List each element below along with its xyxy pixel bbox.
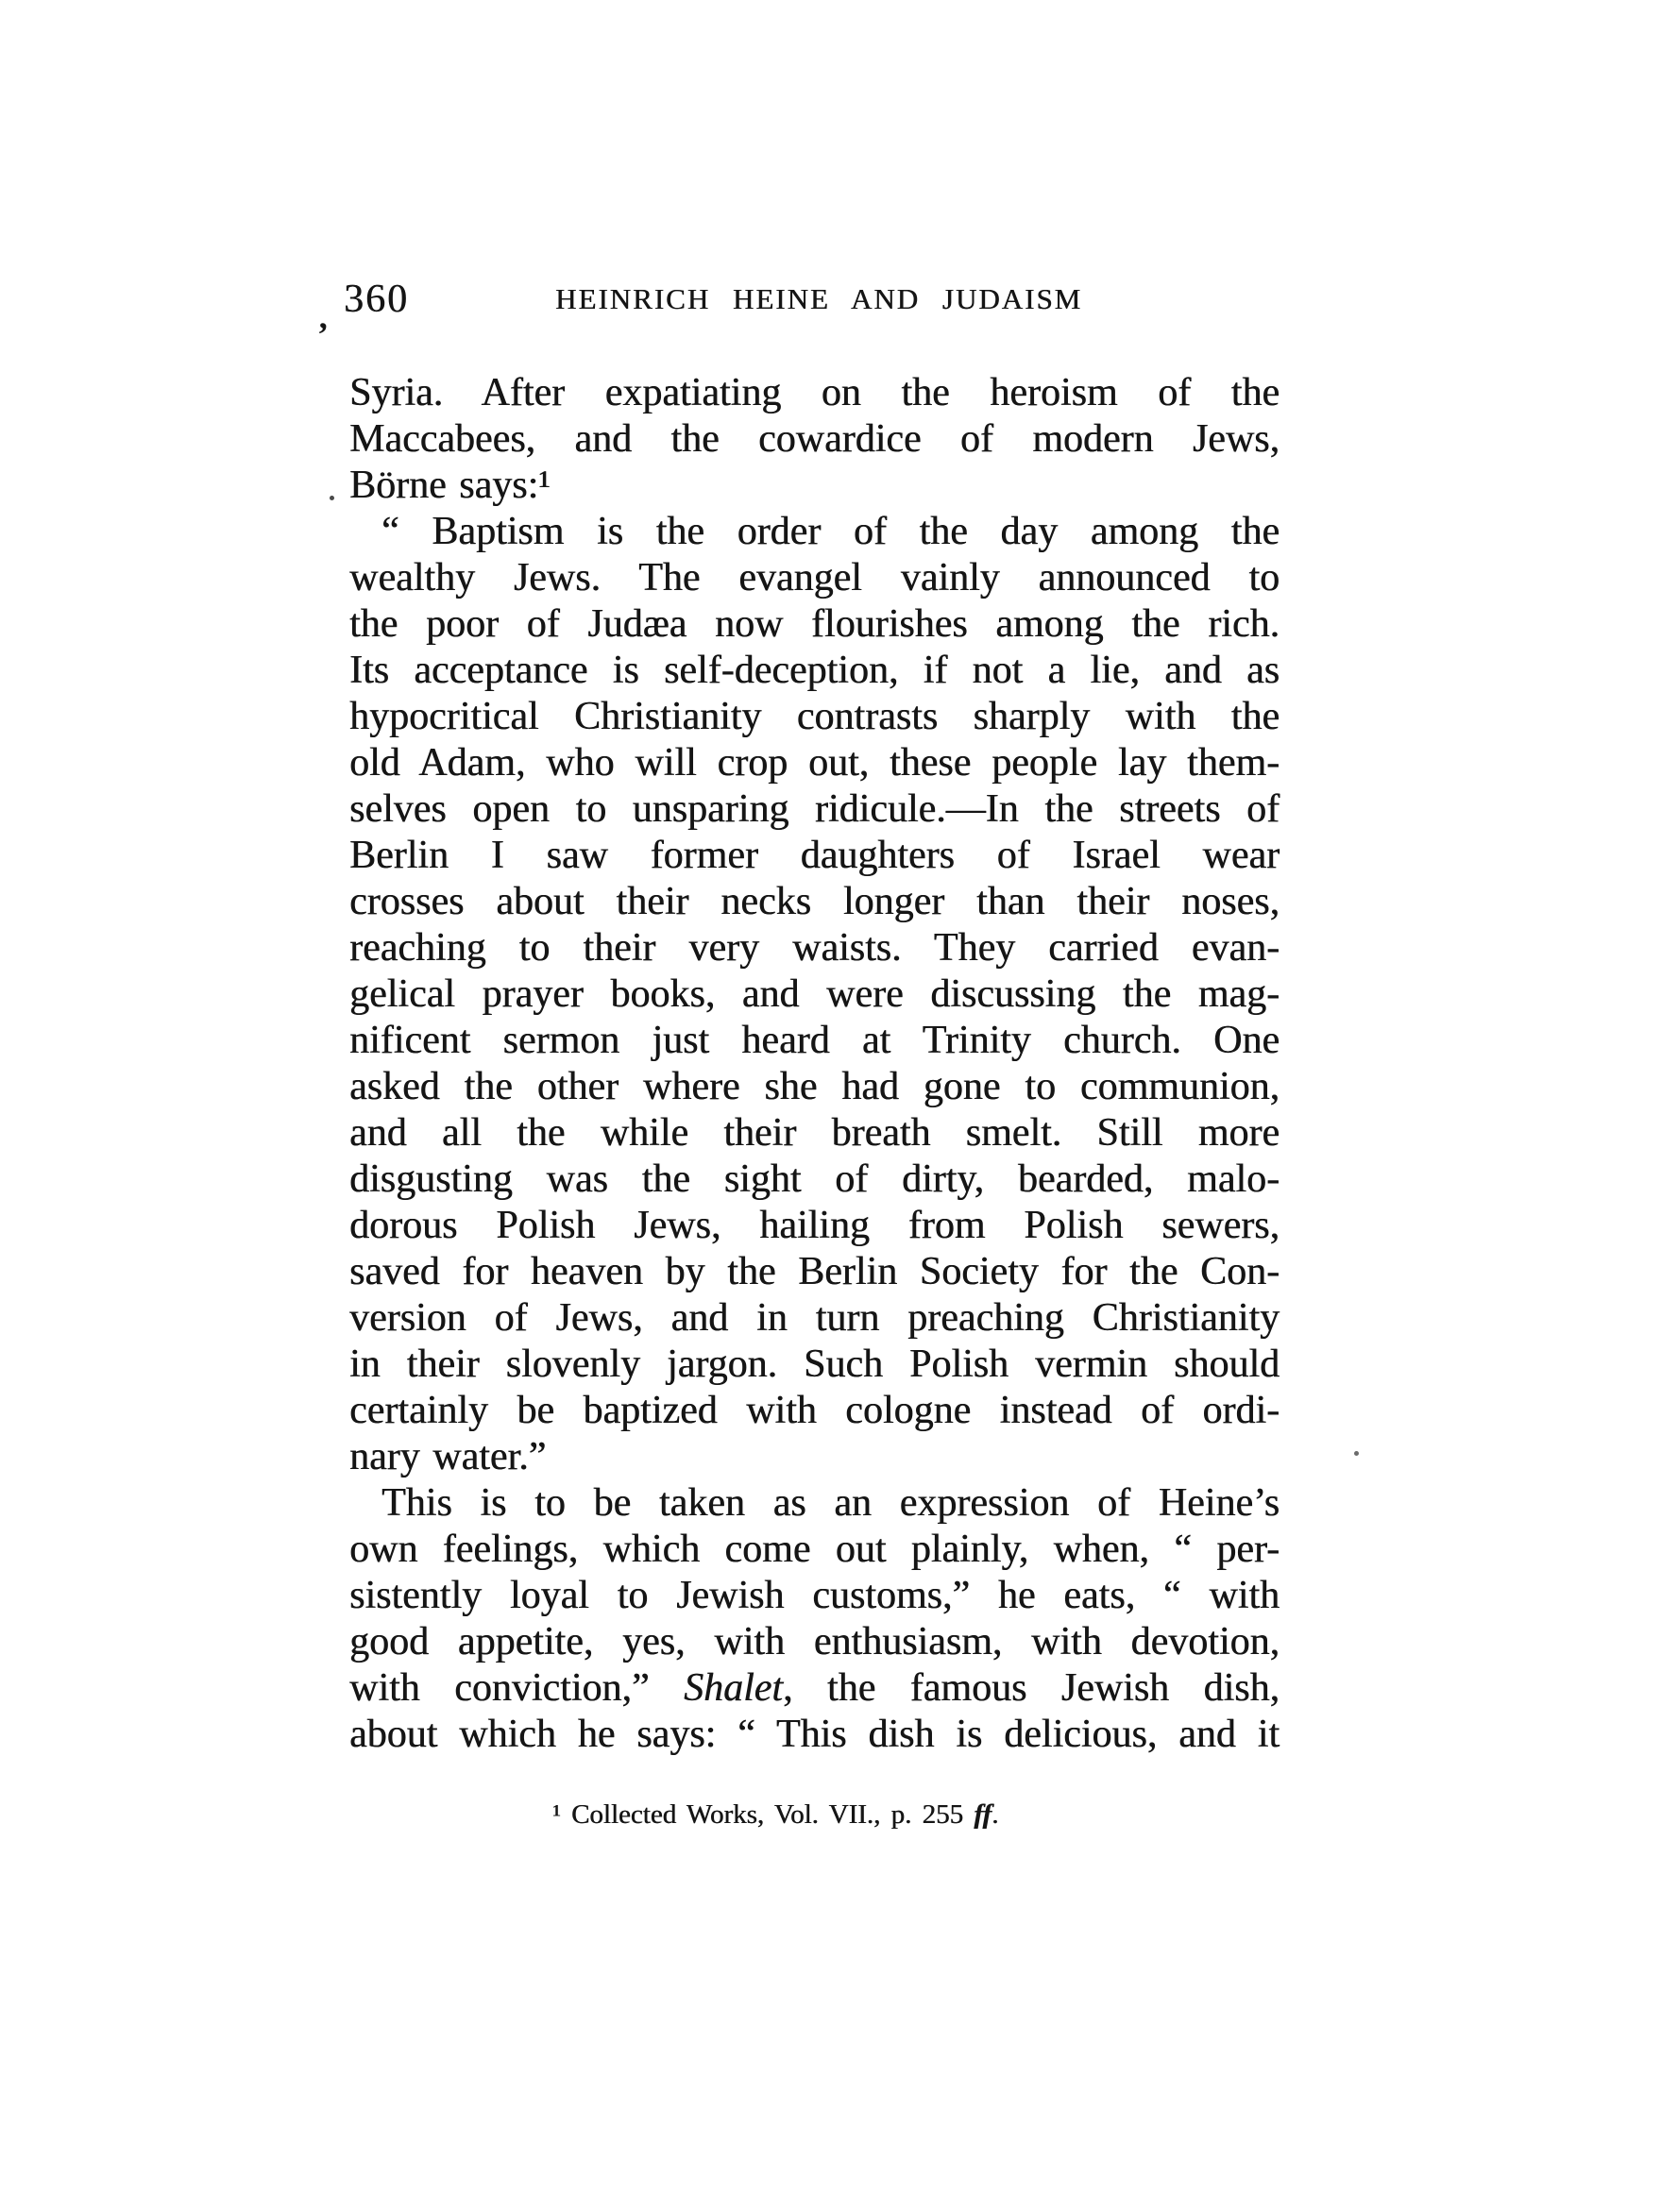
text-line: about which he says: “ This dish is delicious, and it xyxy=(349,1713,1280,1756)
text-line: the poor of Judæa now flourishes among the rich. xyxy=(349,602,1280,646)
ink-speck-dot-left xyxy=(330,496,334,500)
text-line: disgusting was the sight of dirty, bearded, malo- xyxy=(349,1157,1280,1201)
text-line: selves open to unsparing ridicule.—In the streets of xyxy=(349,787,1280,831)
ink-speck-dot-right xyxy=(1354,1451,1359,1456)
ink-speck-apostrophe: ’ xyxy=(317,315,329,353)
text-line: own feelings, which come out plainly, when, “ per- xyxy=(349,1528,1280,1571)
text-line: Börne says:¹ xyxy=(349,464,551,507)
text-line: version of Jews, and in turn preaching Christianity xyxy=(349,1296,1280,1340)
text-line: nary water.” xyxy=(349,1435,547,1478)
text-line: Maccabees, and the cowardice of modern Jews, xyxy=(349,417,1280,461)
text-line: good appetite, yes, with enthusiasm, with devotion, xyxy=(349,1620,1280,1663)
text-line: This is to be taken as an expression of Heine’s xyxy=(381,1481,1280,1525)
text-line: asked the other where she had gone to communion, xyxy=(349,1065,1280,1108)
text-line: and all the while their breath smelt. Still more xyxy=(349,1111,1280,1155)
text-line: old Adam, who will crop out, these people lay them- xyxy=(349,741,1280,785)
text-line: nificent sermon just heard at Trinity church. One xyxy=(349,1019,1280,1062)
text-line: in their slovenly jargon. Such Polish vermin should xyxy=(349,1342,1280,1386)
text-line: dorous Polish Jews, hailing from Polish sewers, xyxy=(349,1204,1280,1247)
text-line: sistently loyal to Jewish customs,” he eats, “ with xyxy=(349,1574,1280,1617)
text-line: Syria. After expatiating on the heroism of the xyxy=(349,371,1280,414)
text-line: reaching to their very waists. They carried evan- xyxy=(349,926,1280,970)
text-line: with conviction,” Shalet, the famous Jewish dish, xyxy=(349,1666,1280,1710)
text-line: gelical prayer books, and were discussing the mag- xyxy=(349,972,1280,1016)
footnote: ¹ Collected Works, Vol. VII., p. 255 ff. xyxy=(552,1799,999,1830)
text-line: Its acceptance is self-deception, if not a lie, and as xyxy=(349,649,1280,692)
text-line: certainly be baptized with cologne instead of ordi- xyxy=(349,1389,1280,1432)
running-title: HEINRICH HEINE AND JUDAISM xyxy=(555,282,1083,315)
text-line: wealthy Jews. The evangel vainly announced to xyxy=(349,556,1280,599)
text-line: Berlin I saw former daughters of Israel wear xyxy=(349,834,1280,877)
text-line: hypocritical Christianity contrasts sharply with the xyxy=(349,695,1280,738)
text-line: “ Baptism is the order of the day among the xyxy=(381,510,1280,553)
page-number: 360 xyxy=(344,278,409,321)
text-line: crosses about their necks longer than their noses, xyxy=(349,880,1280,923)
text-line: saved for heaven by the Berlin Society for the Con- xyxy=(349,1250,1280,1293)
body-text xyxy=(349,370,1280,1758)
